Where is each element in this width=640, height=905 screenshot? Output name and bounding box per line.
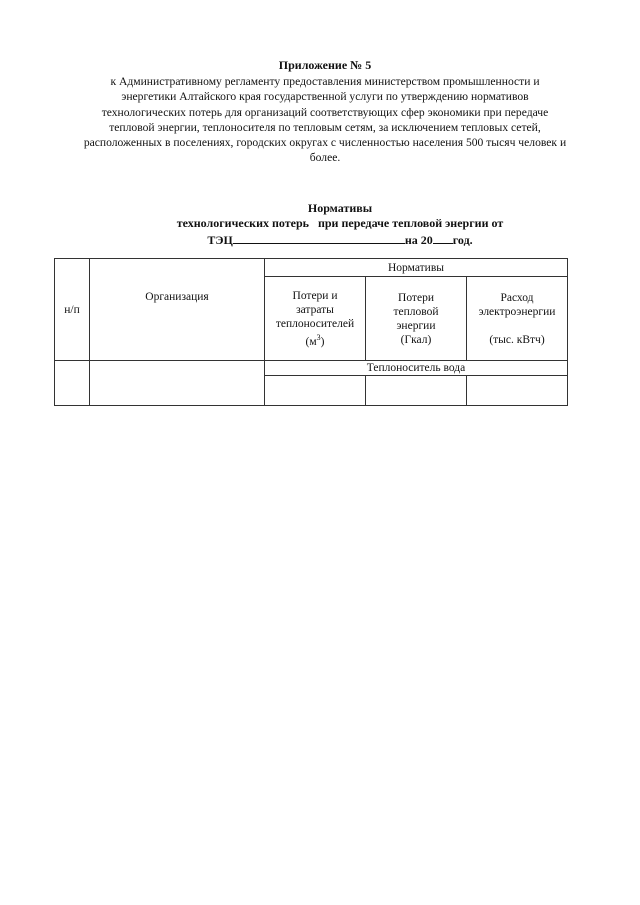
heading-middle: на 20 — [404, 232, 433, 247]
norms-table — [54, 258, 568, 406]
header-losses-coolant — [265, 277, 366, 361]
header-spacer — [467, 319, 567, 333]
blank-tec-name — [233, 232, 405, 244]
header-num: н/п — [55, 259, 90, 361]
heading-title: Нормативы — [307, 201, 373, 215]
unit-text: (м — [305, 335, 317, 348]
heading-line-tec — [120, 232, 560, 248]
appendix-line: технологических потерь для организаций соответствующих сфер экономики при передаче — [101, 105, 549, 119]
header-heat-losses — [366, 277, 467, 361]
header-line: затраты — [296, 303, 334, 316]
heading-prefix: ТЭЦ — [207, 232, 233, 247]
header-electricity — [467, 277, 568, 361]
unit-close: ) — [320, 335, 325, 348]
body-cell-losses — [265, 376, 366, 406]
body-cell-electricity — [467, 376, 568, 406]
header-organization-label: Организация — [145, 290, 209, 303]
header-line: (тыс. кВтч) — [489, 333, 545, 346]
header-line: (Гкал) — [400, 333, 432, 346]
heading-suffix: год. — [452, 232, 473, 247]
header-line: Потери — [398, 291, 434, 304]
blank-year — [433, 232, 453, 244]
subheader-coolant-water: Теплоноситель вода — [265, 361, 568, 376]
body-cell-organization — [90, 361, 265, 406]
header-line — [265, 331, 365, 349]
appendix-line: энергетики Алтайского края государственной услуги по утверждению нормативов — [121, 90, 529, 104]
header-organization — [90, 259, 265, 361]
header-line: Потери и — [292, 289, 338, 302]
heading-subtitle: технологических потерь при передаче тепловой энергии от — [176, 216, 504, 231]
document-heading — [120, 201, 560, 248]
appendix-title: Приложение № 5 — [278, 58, 372, 72]
header-line: теплоносителей — [275, 317, 355, 330]
unit-superscript: 3 — [316, 332, 321, 342]
appendix-line: к Административному регламенту предоставления министерством промышленности и — [110, 75, 540, 89]
body-cell-num — [55, 361, 90, 406]
header-line: тепловой — [393, 305, 439, 318]
header-line: электроэнергии — [478, 305, 556, 318]
body-cell-heat — [366, 376, 467, 406]
header-line: Расход — [500, 291, 534, 304]
header-norms-group: Нормативы — [265, 259, 568, 277]
appendix-line: тепловой энергии, теплоносителя по тепловым сетям, за исключением тепловых сетей, — [109, 120, 541, 134]
appendix-line: более. — [309, 151, 341, 165]
appendix-block — [40, 58, 610, 165]
header-line: энергии — [396, 319, 436, 332]
appendix-line: расположенных в поселениях, городских округах с численностью населения 500 тысяч человек и — [83, 136, 567, 150]
